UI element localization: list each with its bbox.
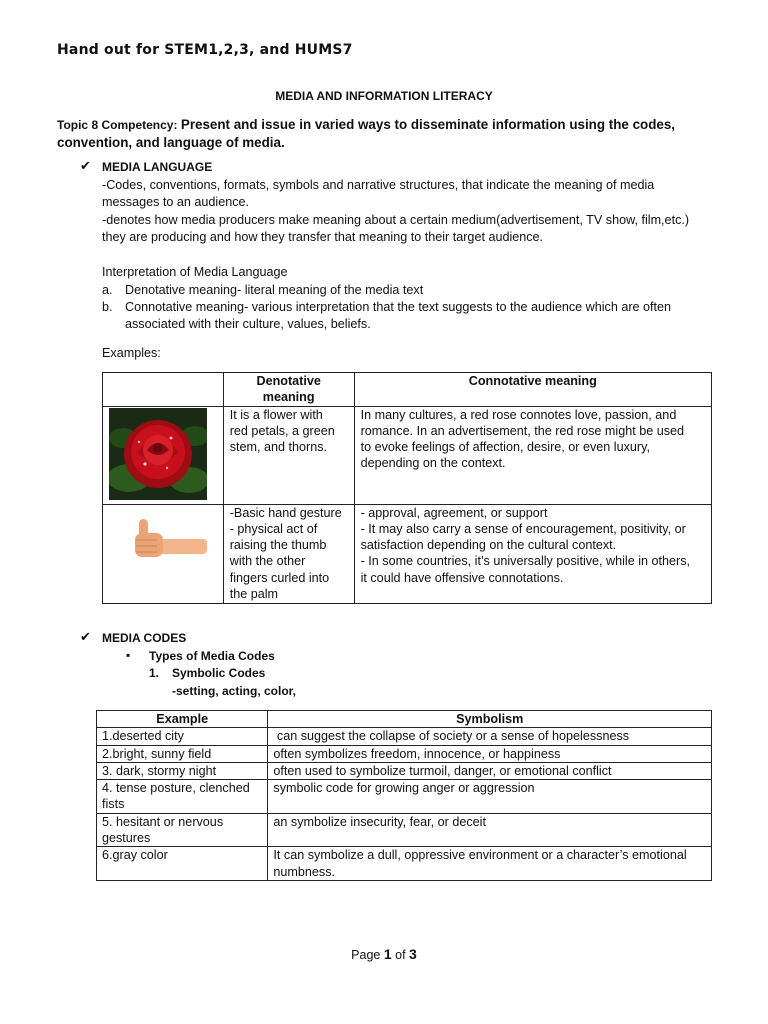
cell-line: fists bbox=[102, 797, 125, 812]
cell-line: an symbolize insecurity, fear, or deceit bbox=[273, 814, 486, 829]
check-icon: ✔ bbox=[80, 158, 91, 173]
table-row bbox=[97, 847, 712, 881]
table-row bbox=[103, 504, 712, 603]
cell-line: to evoke feelings of affection, desire, or even luxury, bbox=[360, 440, 650, 455]
symbolism-cell bbox=[268, 728, 712, 745]
list-marker: a. bbox=[102, 283, 113, 297]
examples-table bbox=[102, 372, 712, 604]
denotative-cell bbox=[223, 504, 354, 603]
symbolism-cell bbox=[268, 813, 712, 847]
page-total: 3 bbox=[409, 946, 417, 962]
square-bullet-icon: ▪ bbox=[126, 648, 131, 662]
symbolism-cell bbox=[268, 847, 712, 881]
list-item-denotative bbox=[125, 282, 725, 299]
cell-line: 1.deserted city bbox=[102, 729, 184, 744]
table-header-row bbox=[103, 373, 712, 407]
cell-line: raising the thumb bbox=[229, 538, 327, 553]
examples-label: Examples: bbox=[102, 346, 161, 360]
cell-line: fingers curled into bbox=[229, 570, 330, 585]
page-footer bbox=[0, 946, 768, 962]
cell-line: 3. dark, stormy night bbox=[102, 763, 217, 778]
cell-line: -Basic hand gesture bbox=[229, 505, 342, 520]
cell-line: the palm bbox=[229, 587, 279, 602]
competency-label: Topic 8 Competency: bbox=[57, 118, 178, 132]
types-of-media-codes: Types of Media Codes bbox=[149, 649, 275, 663]
definition-line: messages to an audience. bbox=[102, 195, 250, 210]
cell-line: satisfaction depending on the cultural context. bbox=[360, 538, 617, 553]
table-row bbox=[97, 813, 712, 847]
table-header-row bbox=[97, 711, 712, 728]
symbolic-codes-label: Symbolic Codes bbox=[172, 666, 266, 680]
header-cell-example: Example bbox=[97, 711, 268, 728]
table-row bbox=[97, 762, 712, 779]
table-row bbox=[97, 745, 712, 762]
symbolism-cell bbox=[268, 745, 712, 762]
list-item-line: Connotative meaning- various interpretation that the text suggests to the audience which are often bbox=[125, 300, 672, 314]
cell-line: gestures bbox=[102, 831, 151, 846]
media-codes-heading: MEDIA CODES bbox=[102, 631, 187, 645]
cell-line: red petals, a green bbox=[229, 423, 335, 438]
page-number: 1 bbox=[383, 946, 392, 962]
cell-line: can suggest the collapse of society or a sense of hopelessness bbox=[273, 729, 630, 744]
cell-line: 4. tense posture, clenched bbox=[102, 781, 250, 796]
example-cell bbox=[97, 728, 268, 745]
example-cell bbox=[97, 847, 268, 881]
handout-title: Hand out for STEM1,2,3, and HUMS7 bbox=[57, 42, 353, 58]
cell-line: 6.gray color bbox=[102, 848, 168, 863]
cell-line: - In some countries, it’s universally positive, while in others, bbox=[360, 554, 691, 569]
header-cell-symbolism: Symbolism bbox=[268, 711, 712, 728]
image-cell bbox=[103, 504, 224, 603]
list-marker: b. bbox=[102, 300, 113, 314]
cell-line: - physical act of bbox=[229, 521, 318, 536]
competency-text: Present and issue in varied ways to disseminate information using the codes, convention, and language of media. bbox=[57, 117, 675, 150]
cell-line: numbness. bbox=[273, 864, 336, 879]
cell-line: it could have offensive connotations. bbox=[360, 570, 564, 585]
media-language-definition bbox=[102, 177, 732, 246]
cell-line: - approval, agreement, or support bbox=[360, 505, 548, 520]
cell-line: romance. In an advertisement, the red rose might be used bbox=[360, 423, 685, 438]
cell-line: It is a flower with bbox=[229, 407, 323, 422]
definition-line: -denotes how media producers make meaning about a certain medium(advertisement, TV show, film,etc.) bbox=[102, 212, 690, 227]
page-word: Page bbox=[351, 948, 381, 962]
example-cell bbox=[97, 762, 268, 779]
example-cell bbox=[97, 745, 268, 762]
cell-line: often symbolizes freedom, innocence, or happiness bbox=[273, 746, 561, 761]
header-cell-connotative: Connotative meaning bbox=[354, 373, 711, 407]
connotative-cell bbox=[354, 504, 711, 603]
document-title: MEDIA AND INFORMATION LITERACY bbox=[275, 89, 493, 103]
table-row bbox=[97, 780, 712, 814]
definition-line: they are producing and how they transfer that meaning to their target audience. bbox=[102, 229, 544, 244]
red-rose-image bbox=[109, 408, 207, 500]
table-row bbox=[97, 728, 712, 745]
denotative-cell bbox=[223, 406, 354, 504]
cell-line: often used to symbolize turmoil, danger, or emotional conflict bbox=[273, 763, 612, 778]
competency-paragraph bbox=[57, 116, 727, 152]
symbolic-codes-sub: -setting, acting, color, bbox=[172, 684, 297, 698]
header-cell-denotative: Denotative meaning bbox=[223, 373, 354, 407]
connotative-cell bbox=[354, 406, 711, 504]
check-icon: ✔ bbox=[80, 629, 91, 644]
header-cell-image bbox=[103, 373, 224, 407]
definition-line: -Codes, conventions, formats, symbols and narrative structures, that indicate the meaning of media bbox=[102, 178, 655, 192]
media-language-heading: MEDIA LANGUAGE bbox=[102, 160, 213, 174]
example-cell bbox=[97, 780, 268, 814]
symbolism-table bbox=[96, 710, 712, 881]
cell-line: with the other bbox=[229, 554, 306, 569]
cell-line: depending on the context. bbox=[360, 456, 506, 471]
cell-line: symbolic code for growing anger or aggression bbox=[273, 781, 535, 796]
cell-line: - It may also carry a sense of encouragement, positivity, or bbox=[360, 521, 686, 536]
cell-line: In many cultures, a red rose connotes love, passion, and bbox=[360, 407, 677, 422]
list-item-line: Denotative meaning- literal meaning of the media text bbox=[125, 283, 424, 297]
symbolic-number: 1. bbox=[149, 666, 160, 680]
symbolism-cell bbox=[268, 780, 712, 814]
table-row bbox=[103, 406, 712, 504]
cell-line: stem, and thorns. bbox=[229, 440, 328, 455]
example-cell bbox=[97, 813, 268, 847]
list-item-line: associated with their culture, values, beliefs. bbox=[125, 317, 371, 332]
cell-line: 2.bright, sunny field bbox=[102, 746, 212, 761]
of-word: of bbox=[395, 948, 406, 962]
cell-line: It can symbolize a dull, oppressive environment or a character’s emotional bbox=[273, 848, 687, 863]
cell-line: 5. hesitant or nervous bbox=[102, 814, 224, 829]
symbolism-cell bbox=[268, 762, 712, 779]
interpretation-title: Interpretation of Media Language bbox=[102, 265, 288, 279]
thumbs-up-image bbox=[127, 517, 207, 561]
image-cell bbox=[103, 406, 224, 504]
list-item-connotative bbox=[125, 299, 735, 334]
